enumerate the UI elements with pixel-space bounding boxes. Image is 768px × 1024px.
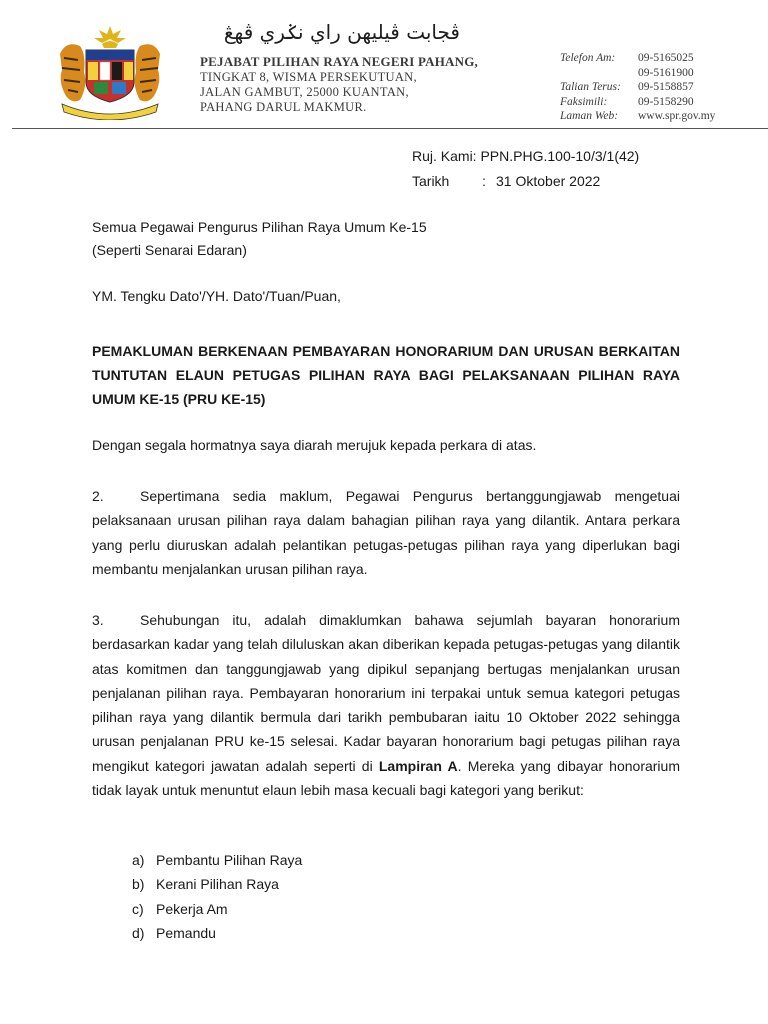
contact-label: Telefon Am: xyxy=(560,52,616,64)
list-item-label: Kerani Pilihan Raya xyxy=(156,876,279,893)
paragraph-2 xyxy=(92,484,680,581)
letterhead xyxy=(0,0,768,140)
contact-value: 09-5158857 xyxy=(638,81,694,93)
paragraph-number: 3. xyxy=(92,612,104,628)
letterhead-divider xyxy=(12,128,768,129)
contact-label xyxy=(560,67,638,82)
contact-block xyxy=(560,52,715,125)
contact-row xyxy=(560,81,715,96)
contact-row xyxy=(560,52,715,67)
list-item xyxy=(132,872,302,896)
list-marker: a) xyxy=(132,852,145,868)
office-name: PEJABAT PILIHAN RAYA NEGERI PAHANG, xyxy=(200,54,479,69)
list-marker: d) xyxy=(132,924,145,941)
recipient-block xyxy=(92,216,427,262)
reference-label: Ruj. Kami: xyxy=(412,148,477,164)
contact-row xyxy=(560,110,715,125)
list-item-label: Pembantu Pilihan Raya xyxy=(156,852,303,868)
reference-number: PPN.PHG.100-10/3/1(42) xyxy=(480,148,640,164)
list-item xyxy=(132,921,302,945)
list-item xyxy=(132,848,302,872)
jawi-office-title: ڤجابت ڤيليهن راي نݢري ڤهڠ xyxy=(223,20,460,44)
contact-row xyxy=(560,96,715,111)
category-list xyxy=(132,848,302,945)
paragraph-3 xyxy=(92,608,680,802)
address-line: JALAN GAMBUT, 25000 KUANTAN, xyxy=(200,85,409,99)
list-item-label: Pekerja Am xyxy=(156,900,228,917)
contact-label: Talian Terus: xyxy=(560,81,621,93)
subject-heading: PEMAKLUMAN BERKENAAN PEMBAYARAN HONORARIUM DAN URUSAN BERKAITAN TUNTUTAN ELAUN PETUGAS PILIHAN RAYA BAGI PELAKSANAAN PILIHAN RAYA UMUM KE-15 (PRU KE-15) xyxy=(92,343,680,407)
date-label: Tarikh xyxy=(412,173,450,189)
paragraph-text: . Mereka yang dibayar honorarium tidak layak untuk menuntut elaun lebih masa kecuali bagi kategori yang berikut: xyxy=(92,757,680,799)
malaysia-coat-of-arms-icon xyxy=(52,24,168,120)
paragraph-text: Sehubungan itu, adalah dimaklumkan bahawa sejumlah bayaran honorarium berdasarkan kadar yang telah diluluskan akan diberikan kepada petugas-petugas yang dilantik atas komitmen dan tanggungjawab yang dipikul sepanjang bertugas menjalankan urusan penjalanan pilihan raya. Pembayaran honorarium ini terpakai untuk semua kategori petugas pilihan raya yang dilantik bermula dari tarikh pembubaran iaitu 10 Oktober 2022 sehingga urusan penjalanan PRU ke-15 selesai. Kadar bayaran honorarium bagi petugas pilihan raya mengikut kategori jawatan adalah seperti di xyxy=(92,612,680,774)
address-line: TINGKAT 8, WISMA PERSEKUTUAN, xyxy=(200,70,417,84)
reference-block xyxy=(412,144,639,194)
contact-value: 09-5158290 xyxy=(638,95,694,108)
paragraph-text: Sepertimana sedia maklum, Pegawai Pengurus bertanggungjawab mengetuai pelaksanaan urusan pilihan raya dalam bahagian pilihan raya yang dilantik. Antara perkara yang perlu diuruskan adalah pelantikan petugas-petugas pilihan raya yang diperlukan bagi membantu menjalankan urusan pilihan raya. xyxy=(92,488,680,577)
salutation: YM. Tengku Dato'/YH. Dato'/Tuan/Puan, xyxy=(92,288,341,304)
contact-value: 09-5161900 xyxy=(638,66,694,79)
list-marker: c) xyxy=(132,900,144,917)
recipient-line: Semua Pegawai Pengurus Pilihan Raya Umum Ke-15 xyxy=(92,219,427,235)
contact-label: Laman Web: xyxy=(560,110,619,122)
address-line: PAHANG DARUL MAKMUR. xyxy=(200,100,367,114)
contact-label: Faksimili: xyxy=(560,95,608,108)
website-link[interactable]: www.spr.gov.my xyxy=(638,110,716,122)
reference-row xyxy=(412,144,639,169)
opening-line: Dengan segala hormatnya saya diarah merujuk kepada perkara di atas. xyxy=(92,437,537,453)
date-row xyxy=(412,169,639,194)
contact-row xyxy=(560,67,715,82)
contact-value: 09-5165025 xyxy=(638,52,694,64)
office-address-block xyxy=(200,54,478,115)
date-value: 31 Oktober 2022 xyxy=(496,173,601,189)
paragraph-number: 2. xyxy=(92,488,104,504)
recipient-line: (Seperti Senarai Edaran) xyxy=(92,242,247,258)
attachment-reference: Lampiran A xyxy=(378,757,458,774)
list-item-label: Pemandu xyxy=(156,924,216,941)
date-colon: : xyxy=(482,173,486,189)
list-item xyxy=(132,897,302,921)
list-marker: b) xyxy=(132,876,145,893)
